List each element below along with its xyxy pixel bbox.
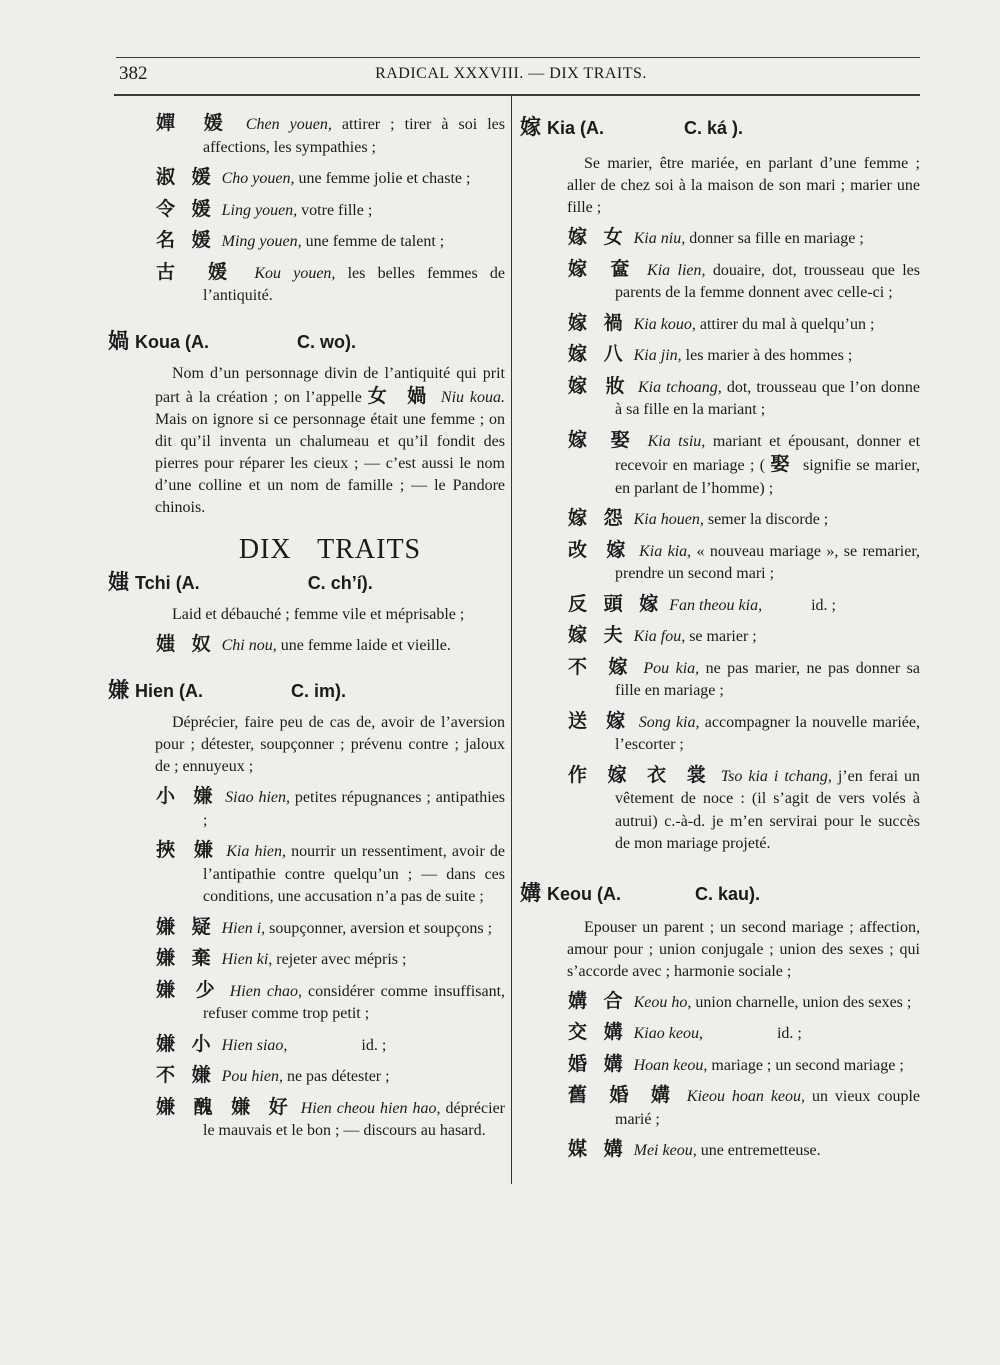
compound-entry <box>568 624 920 649</box>
compound-entry <box>156 166 505 191</box>
compound-entry <box>156 839 505 909</box>
headword-annamese-marker: (A. <box>597 883 622 904</box>
compound-entry <box>568 1021 920 1046</box>
inline-chars: 娶 <box>770 453 796 475</box>
headword-char: 媸 <box>108 569 129 594</box>
compound-chars: 嫌 棄 <box>156 947 216 969</box>
compound-chars: 嫁 娶 <box>568 428 639 451</box>
headword-annamese-marker: (A. <box>185 331 210 352</box>
compound-definition: id. ; <box>361 1036 387 1054</box>
headword-cantonese: C. ch’í). <box>307 572 373 593</box>
compound-romanization: Tso kia i tchang, <box>720 767 832 785</box>
column-divider <box>511 96 512 1184</box>
compound-definition: mariant et épousant, donner et recevoir en mariage ; ( <box>615 432 921 474</box>
compound-chars: 嫁 女 <box>568 226 628 248</box>
compound-romanization: Kia hien, <box>226 843 287 860</box>
compound-chars: 嫁 八 <box>568 343 628 365</box>
headword-romanization: Tchi <box>135 572 171 593</box>
compound-chars: 挾 嫌 <box>156 839 220 861</box>
compound-entry <box>568 375 920 422</box>
compound-romanization: Chi nou, <box>221 636 277 654</box>
headword-annamese-marker: (A. <box>179 681 204 701</box>
compound-romanization: Kia niu, <box>633 230 686 247</box>
compound-chars: 淑 媛 <box>156 166 216 188</box>
compound-romanization: Song kia, <box>638 713 700 731</box>
compound-romanization: Ming youen, <box>221 233 302 250</box>
headword-char: 媾 <box>520 880 541 905</box>
compound-chars: 改 嫁 <box>568 538 632 561</box>
compound-romanization: Kia fou, <box>633 628 686 645</box>
compound-romanization: Kieou hoan keou, <box>686 1088 806 1105</box>
headword-definition: Se marier, être mariée, en parlant d’une femme ; aller de chez soi à la maison de son mari ; marier une fille ; <box>567 155 920 216</box>
compound-definition: nourrir un ressentiment, avoir de l’antipathie contre quelqu’un ; — dans ces conditions, une accusation n’a pas de suite ; <box>203 843 506 905</box>
compound-chars: 媒 媾 <box>568 1138 628 1160</box>
compound-definition: une femme de talent ; <box>305 233 445 250</box>
compound-definition: union charnelle, union des sexes ; <box>695 993 912 1011</box>
headword-annamese-marker: (A. <box>175 572 200 593</box>
compound-definition: déprécier le mauvais et le bon ; — discours au hasard. <box>203 1099 505 1139</box>
compound-definition: accompagner la nouvelle mariée, l’escorter ; <box>615 713 921 753</box>
compound-definition: « nouveau mariage », se remarier, prendre un second mari ; <box>615 542 921 582</box>
compound-definition: petites répugnances ; antipathies ; <box>203 789 506 829</box>
compound-definition: un vieux couple marié ; <box>615 1088 920 1128</box>
compound-chars: 名 媛 <box>156 229 216 251</box>
compound-romanization: Fan theou kia, <box>669 596 763 614</box>
compound-entry <box>156 633 505 658</box>
headword-romanization: Kia <box>547 118 576 138</box>
compound-definition: une entremetteuse. <box>700 1142 821 1159</box>
definition-text: Nom d’un personnage divin de l’antiquité qui prit part à la création ; on l’appelle <box>155 364 505 406</box>
headword-romanization: Keou <box>547 883 592 904</box>
page-number: 382 <box>119 63 148 84</box>
compound-definition: considérer comme insuffisant, refuser comme trop petit ; <box>203 982 506 1022</box>
compound-chars: 嫌 少 <box>156 978 222 1001</box>
compound-definition: j’en ferai un vêtement de noce : (il s’agit de vers volés à autrui) c.-à-d. je m’en servirai pour le succès de mon mariage projeté. <box>615 767 921 852</box>
compound-romanization: Cho youen, <box>221 170 295 187</box>
compound-entry <box>156 1033 505 1058</box>
compound-entry <box>568 507 920 532</box>
compound-romanization: Hien chao, <box>229 982 302 1000</box>
compound-entry <box>568 1053 920 1078</box>
compound-entry <box>568 429 920 501</box>
compound-romanization: Chen youen, <box>245 116 332 133</box>
compound-chars: 媾 合 <box>568 989 628 1012</box>
left-column <box>108 112 505 1150</box>
headword-romanization: Hien <box>135 681 175 701</box>
compound-definition: donner sa fille en mariage ; <box>689 230 864 247</box>
compound-romanization: Hien ki, <box>221 951 273 968</box>
compound-chars: 不 嫁 <box>568 655 635 678</box>
compound-entry <box>568 656 920 703</box>
compound-entry <box>568 312 920 337</box>
compound-definition: attirer du mal à quelqu’un ; <box>699 315 875 333</box>
compound-definition: id. ; <box>811 596 836 614</box>
compound-entry <box>156 947 505 972</box>
headword-char: 嫁 <box>520 115 541 139</box>
header-rule-top <box>116 57 920 58</box>
compound-chars: 不 嫌 <box>156 1064 216 1086</box>
compound-romanization: Ling youen, <box>221 201 298 219</box>
compound-chars: 嫌 醜 嫌 好 <box>156 1095 294 1118</box>
compound-entry <box>568 710 920 757</box>
compound-chars: 嬋 媛 <box>156 112 234 134</box>
compound-entry <box>156 198 505 223</box>
compound-chars: 送 嫁 <box>568 709 632 732</box>
compound-romanization: Kia kouo, <box>633 315 696 333</box>
compound-entry <box>568 990 920 1015</box>
compound-definition: rejeter avec mépris ; <box>276 951 407 968</box>
compound-entry <box>156 916 505 941</box>
headword-tchi <box>108 569 505 596</box>
compound-romanization: Hien i, <box>221 919 266 937</box>
compound-romanization: Hien cheou hien hao, <box>300 1099 441 1117</box>
compound-entry <box>156 1096 505 1143</box>
compound-entry <box>568 258 920 305</box>
compound-chars: 嫁 夫 <box>568 624 628 646</box>
compound-definition: mariage ; un second mariage ; <box>711 1056 904 1074</box>
compound-chars: 令 媛 <box>156 197 216 220</box>
headword-char: 嫌 <box>108 678 129 702</box>
headword-char: 媧 <box>108 328 129 353</box>
headword-definition: Epouser un parent ; un second mariage ; affection, amour pour ; union conjugale ; union des sexes ; qui s’accorde avec ; harmonie sociale ; <box>567 918 920 980</box>
compound-entry <box>568 539 920 586</box>
compound-entry <box>156 229 505 254</box>
compound-romanization: Pou hien, <box>221 1068 283 1085</box>
definition-text: Mais on ignore si ce personnage était une femme ; on dit qu’il inventa un chalumeau et qu’il fondit des pierres pour réparer les cieux ; — c’est aussi le nom d’une colline et un nom de famille ; — le Pandore chinois. <box>155 410 505 516</box>
compound-romanization: Kiao keou, <box>633 1025 703 1042</box>
compound-definition: soupçonner, aversion et soupçons ; <box>269 919 493 937</box>
inline-romanization: Niu koua. <box>440 388 505 406</box>
headword-definition: Déprécier, faire peu de cas de, avoir de l’aversion pour ; détester, soupçonner ; prévenu contre ; jaloux de ; ennuyeux ; <box>155 714 505 775</box>
compound-definition: dot, trousseau que l’on donne à sa fille en la mariant ; <box>615 378 921 418</box>
headword-annamese-marker: (A. <box>580 118 605 138</box>
compound-chars: 嫁 奩 <box>568 257 638 280</box>
compound-chars: 媸 奴 <box>156 632 216 655</box>
compound-definition: les marier à des hommes ; <box>685 347 853 364</box>
inline-chars: 女 媧 <box>367 384 433 407</box>
compound-definition: attirer ; tirer à soi les affections, les sympathies ; <box>203 116 506 156</box>
compound-definition: les belles femmes de l’antiquité. <box>203 264 506 304</box>
compound-romanization: Pou kia, <box>643 659 700 677</box>
compound-romanization: Hoan keou, <box>633 1056 708 1074</box>
compound-romanization: Kia kia, <box>639 542 692 560</box>
headword-definition: Laid et débauché ; femme vile et méprisable ; <box>172 605 465 623</box>
compound-romanization: Kia houen, <box>633 511 704 528</box>
compound-chars: 婚 媾 <box>568 1052 628 1075</box>
headword-keou <box>520 880 920 907</box>
compound-chars: 作 嫁 衣 裳 <box>568 763 713 786</box>
compound-chars: 嫌 小 <box>156 1032 216 1055</box>
compound-chars: 嫁 怨 <box>568 507 628 529</box>
headword-romanization: Koua <box>135 331 180 352</box>
compound-romanization: Mei keou, <box>633 1142 697 1159</box>
compound-definition: douaire, dot, trousseau que les parents de la femme donnent avec celle-ci ; <box>615 261 921 301</box>
running-title: RADICAL XXXVIII. — DIX TRAITS. <box>375 65 647 82</box>
compound-entry <box>568 1138 920 1163</box>
compound-romanization: Kia tsiu, <box>647 432 706 450</box>
compound-entry <box>568 1084 920 1131</box>
headword-cantonese: C. kau). <box>695 883 761 904</box>
headword-koua <box>108 328 505 355</box>
compound-chars: 古 媛 <box>156 260 241 283</box>
section-title: DIX TRAITS <box>238 533 422 565</box>
compound-entry <box>156 785 505 832</box>
compound-entry <box>568 226 920 251</box>
compound-definition: ne pas marier, ne pas donner sa fille en mariage ; <box>615 659 921 699</box>
compound-entry <box>156 261 505 308</box>
compound-romanization: Kia jin, <box>633 347 682 364</box>
compound-entry <box>568 764 920 856</box>
header-rule-bottom <box>114 94 920 96</box>
headword-cantonese: C. im). <box>291 681 347 701</box>
compound-chars: 舊 婚 媾 <box>568 1084 678 1106</box>
compound-definition: votre fille ; <box>301 201 373 219</box>
compound-chars: 嫁 禍 <box>568 311 628 334</box>
compound-entry <box>568 593 920 618</box>
compound-chars: 小 嫌 <box>156 785 219 807</box>
compound-chars: 交 媾 <box>568 1021 628 1043</box>
compound-romanization: Hien siao, <box>221 1036 288 1054</box>
compound-definition: une femme laide et vieille. <box>280 636 451 654</box>
compound-romanization: Kia tchoang, <box>637 378 722 396</box>
right-column <box>520 112 920 1170</box>
compound-entry <box>568 343 920 368</box>
compound-definition: se marier ; <box>689 628 757 645</box>
compound-definition: ne pas détester ; <box>286 1068 390 1085</box>
headword-cantonese: C. wo). <box>297 331 357 352</box>
compound-romanization: Keou ho, <box>633 993 692 1011</box>
headword-hien <box>108 677 505 704</box>
compound-romanization: Kou youen, <box>254 264 336 282</box>
compound-entry <box>156 979 505 1026</box>
headword-kia <box>520 114 920 141</box>
compound-entry <box>156 1064 505 1089</box>
headword-cantonese: C. ká ). <box>684 118 744 138</box>
compound-definition: semer la discorde ; <box>707 511 829 528</box>
headword-definition <box>155 363 505 519</box>
compound-romanization: Siao hien, <box>225 789 291 806</box>
compound-definition: id. ; <box>776 1025 802 1042</box>
compound-definition: une femme jolie et chaste ; <box>298 170 471 187</box>
compound-definition-tail: signifie se marier, en parlant de l’homme) ; <box>615 457 921 497</box>
compound-entry <box>156 112 505 159</box>
compound-chars: 嫁 妝 <box>568 374 631 397</box>
compound-chars: 嫌 疑 <box>156 915 216 938</box>
compound-romanization: Kia lien, <box>647 261 706 279</box>
compound-chars: 反 頭 嫁 <box>568 592 664 615</box>
